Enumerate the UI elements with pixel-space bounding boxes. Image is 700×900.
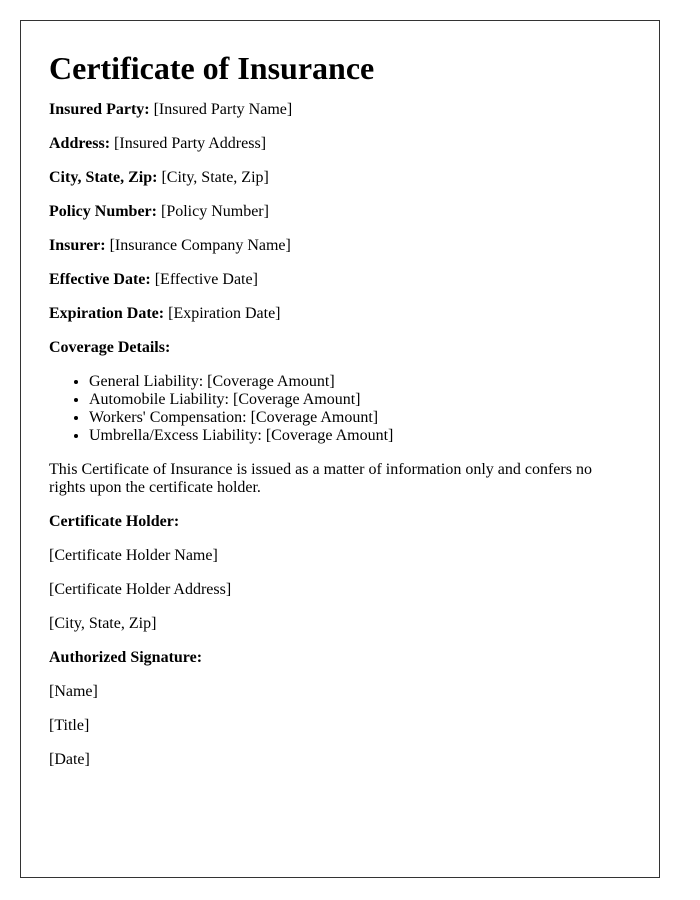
certificate-holder-address: [Certificate Holder Address] [49,581,232,598]
coverage-item-general-liability: • General Liability: [Coverage Amount] [89,373,631,391]
certificate-holder-name: [Certificate Holder Name] [49,547,218,564]
field-value: [Effective Date] [154,271,258,288]
field-address [49,135,631,153]
certificate-holder-heading: Certificate Holder: [49,513,180,530]
field-insured-party [49,101,631,119]
certificate-document [20,20,660,878]
field-value: [Expiration Date] [168,305,281,322]
coverage-heading: Coverage Details: [49,339,171,356]
field-label: City, State, Zip: [49,169,158,186]
certificate-holder-city-state-zip: [City, State, Zip] [49,615,157,632]
field-value: [Insured Party Name] [153,101,293,118]
page-title: Certificate of Insurance [49,50,375,86]
field-effective-date [49,271,631,289]
field-value: [Insured Party Address] [114,135,267,152]
coverage-item-umbrella-liability: • Umbrella/Excess Liability: [Coverage Amount] [89,427,631,445]
coverage-list [49,373,631,445]
field-insurer [49,237,631,255]
field-value: [City, State, Zip] [161,169,269,186]
signature-name: [Name] [49,683,98,700]
field-label: Effective Date: [49,271,151,288]
field-city-state-zip [49,169,631,187]
field-policy-number [49,203,631,221]
field-value: [Policy Number] [160,203,269,220]
field-label: Address: [49,135,111,152]
field-label: Insurer: [49,237,106,254]
field-label: Policy Number: [49,203,157,220]
field-value: [Insurance Company Name] [109,237,291,254]
signature-heading: Authorized Signature: [49,649,203,666]
field-label: Insured Party: [49,101,150,118]
disclaimer-text: This Certificate of Insurance is issued as a matter of information only and confers no rights upon the certificate holder. [49,461,592,496]
signature-date: [Date] [49,751,90,768]
field-label: Expiration Date: [49,305,165,322]
coverage-item-workers-compensation: • Workers' Compensation: [Coverage Amount] [89,409,631,427]
signature-title: [Title] [49,717,90,734]
coverage-item-automobile-liability: • Automobile Liability: [Coverage Amount] [89,391,631,409]
field-expiration-date [49,305,631,323]
